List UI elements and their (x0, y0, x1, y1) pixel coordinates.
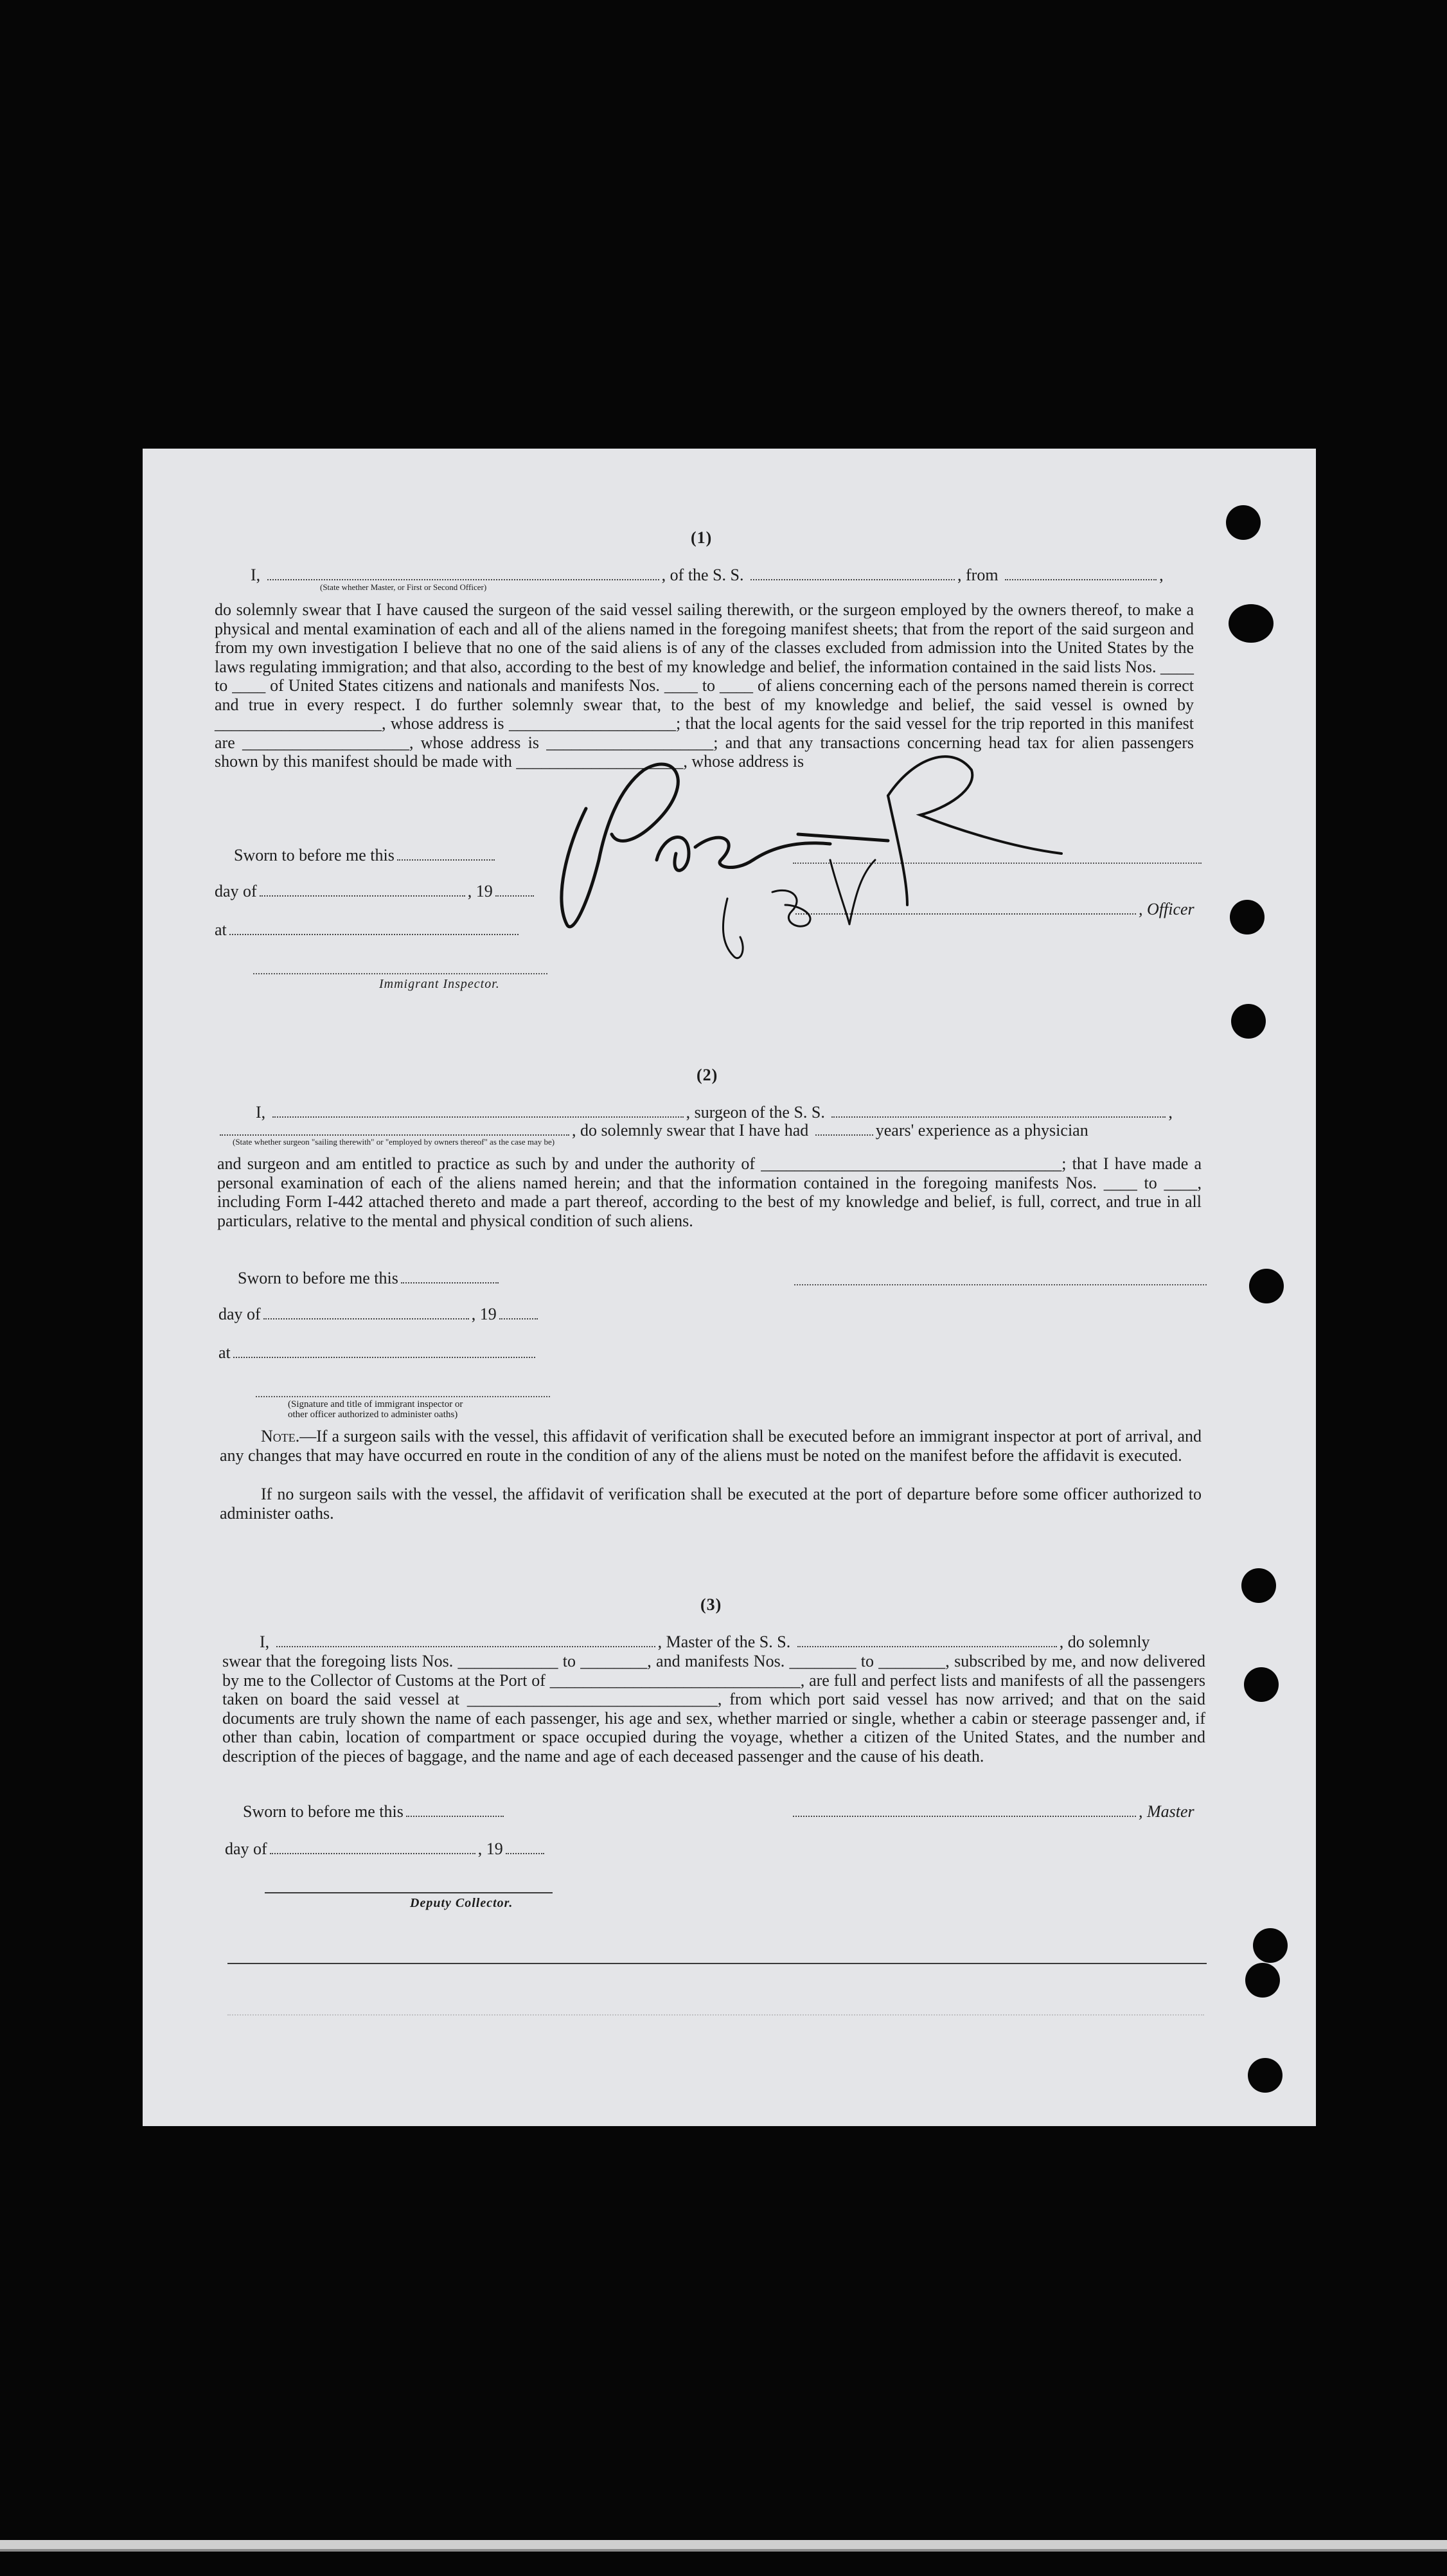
section-1-day-of-text: day of (215, 882, 257, 900)
section-2-surgeon-of: , surgeon of the S. S. (686, 1103, 825, 1122)
section-3-master-of: , Master of the S. S. (657, 1632, 791, 1651)
section-1-sworn (234, 846, 497, 865)
note-label: Note. (261, 1427, 300, 1445)
section-1-number: (1) (691, 528, 713, 547)
section-2-sworn-text: Sworn to before me this (238, 1269, 398, 1287)
section-3-day-of (225, 1839, 547, 1859)
section-2-status-caption: (State whether surgeon "sailing therewith" or "employed by owners thereof" as the case may be) (233, 1137, 555, 1147)
section-1-at (215, 920, 521, 940)
signature-stroke (695, 837, 830, 867)
section-2-day-of (218, 1305, 540, 1324)
section-2-at-text: at (218, 1343, 231, 1362)
section-2-inspector-rule (256, 1396, 550, 1397)
master-label: , Master (1139, 1802, 1194, 1821)
section-1-body: do solemnly swear that I have caused the surgeon of the said vessel sailing therewith, or the surgeon employed by the owners thereof, to make a physical and mental examination of each and all of the aliens named in the foregoing manifest sheets; that from the report of the said surgeon and from my own investigation I believe that no one of the said aliens is of any of the classes excluded from admission into the United States by the laws regulating immigration; and that also, according to the best of my knowledge and belief, the information contained in the said lists Nos. ____ to ____ of United States citizens and nationals and manifests Nos. ____ to ____ of aliens concerning each of the persons named therein is correct and true in every respect. I do further solemnly swear that, to the best of my knowledge and belief, the said vessel is owned by ____________________, whose address is ____________________; that the local agents for the said vessel for the trip reported in this manifest are ____________________, whose address is ____________________; and that any transactions concerning head tax for alien passengers shown by this manifest should be made with ____________________, whose address is (215, 600, 1194, 771)
section-2-sworn (238, 1269, 501, 1288)
section-2-sig-caption-1: (Signature and title of immigrant inspector or (288, 1399, 463, 1409)
day-blank (260, 895, 465, 897)
section-1-role-caption: (State whether Master, or First or Second Officer) (320, 582, 487, 592)
section-3-day-blank (270, 1852, 475, 1854)
vessel-blank (750, 578, 955, 580)
signature-stroke (830, 860, 849, 924)
signature-stroke (657, 837, 689, 871)
bottom-rule (227, 1963, 1207, 1964)
section-3-year-text: , 19 (477, 1839, 503, 1858)
section-3-sworn-text: Sworn to before me this (243, 1802, 404, 1821)
years-blank (815, 1134, 873, 1136)
signature-stroke (888, 796, 907, 905)
collector-rule (265, 1892, 553, 1893)
punch-hole (1244, 1667, 1279, 1702)
section-2-number: (2) (697, 1066, 718, 1084)
section-2-vessel-blank (831, 1116, 1166, 1118)
immigrant-inspector-label: Immigrant Inspector. (379, 977, 500, 991)
section-3-do-solemnly: , do solemnly (1059, 1632, 1150, 1651)
punch-hole (1248, 2058, 1283, 2093)
film-edge-line (0, 2549, 1447, 2552)
section-2-year-text: , 19 (471, 1305, 497, 1323)
signature-stroke (888, 756, 1061, 854)
section-1-i: I, (251, 566, 261, 584)
section-3-i: I, (260, 1632, 270, 1651)
sworn-date-blank (397, 859, 495, 861)
section-2-years: years' experience as a physician (875, 1121, 1088, 1140)
section-1-from: , from (957, 566, 999, 584)
punch-hole (1253, 1928, 1288, 1963)
master-name-blank (276, 1645, 655, 1647)
section-2-sig-caption-2: other officer authorized to administer oaths) (288, 1409, 458, 1420)
section-3-sworn-blank (406, 1815, 504, 1817)
name-blank (267, 578, 659, 580)
section-3-master-line (790, 1802, 1194, 1821)
film-edge-strip (0, 2540, 1447, 2549)
punch-hole (1245, 1963, 1280, 1998)
section-3-body: swear that the foregoing lists Nos. ____________ to ________, and manifests Nos. ________ to ________, subscribed by me, and now delivered by me to the Collector of Customs at the Port of ______________________________, are full and perfect lists and manifests of all the passengers taken on board the said vessel at ______________________________, from which port said vessel has now arrived; and that on the said documents are truly shown the name of each passenger, his age and sex, whether married or single, whether a cabin or steerage passenger and, if other than cabin, location of compartment or space occupied during the voyage, whether a citizen of the United States, and the number and description of the pieces of baggage, and the name and age of each deceased passenger and the cause of his death. (222, 1652, 1205, 1766)
punch-hole (1226, 505, 1261, 540)
punch-hole (1229, 604, 1274, 643)
punch-hole (1230, 900, 1265, 935)
signature-stroke (798, 834, 888, 841)
section-2-signature-rule (794, 1284, 1207, 1285)
section-3-vessel-blank (797, 1645, 1057, 1647)
section-2-body: and surgeon and am entitled to practice as such by and under the authority of ____________________________________; that I have made a personal examination of each of the aliens named herein; and that the information contained in the foregoing manifests Nos. ____ to ____, including Form I-442 attached thereto and made a part thereof, according to the best of my knowledge and belief, is full, correct, and true in all particulars, relative to the mental and physical condition of such aliens. (217, 1154, 1202, 1230)
section-1-at-text: at (215, 920, 227, 939)
signature-stroke (562, 764, 678, 927)
note-text-1: —If a surgeon sails with the vessel, this affidavit of verification shall be executed before an immigrant inspector at port of arrival, and any changes that may have occurred en route in the condition of any of the aliens must be noted on the manifest before the affidavit is executed. (220, 1427, 1202, 1465)
section-2-note-2: If no surgeon sails with the vessel, the affidavit of verification shall be executed at the port of departure before some officer authorized to administer oaths. (220, 1485, 1202, 1523)
surgeon-name-blank (272, 1116, 684, 1118)
signature-stroke (849, 860, 875, 924)
section-1-first-line: I, , of the S. S. , from , (251, 566, 1164, 584)
section-1-day-of (215, 882, 537, 901)
section-3-day-of-text: day of (225, 1839, 267, 1858)
section-2-at-blank (233, 1356, 535, 1358)
section-2-at (218, 1343, 538, 1363)
section-2-day-blank (263, 1318, 469, 1319)
punch-hole (1249, 1269, 1284, 1303)
section-1-inspector-rule (253, 973, 547, 974)
section-2-solemnly: , do solemnly swear that I have had (572, 1121, 809, 1140)
officer-label: , Officer (1139, 900, 1194, 918)
section-1-year-text: , 19 (467, 882, 493, 900)
port-blank (1005, 578, 1157, 580)
section-2-sworn-blank (401, 1282, 499, 1284)
signature-stroke (772, 890, 810, 926)
surgeon-status-blank (220, 1134, 569, 1136)
at-blank (229, 933, 519, 935)
punch-hole (1231, 1004, 1266, 1039)
section-3-first-line (260, 1632, 1205, 1652)
punch-hole (1241, 1568, 1276, 1603)
document-page (143, 449, 1316, 2126)
section-2-year-blank (499, 1318, 538, 1319)
section-3-sworn (243, 1802, 506, 1821)
section-2-i: I, (256, 1103, 266, 1122)
signature-stroke (723, 899, 743, 958)
handwritten-signature (528, 731, 1106, 963)
section-3-year-blank (506, 1852, 544, 1854)
master-sig-blank (793, 1815, 1136, 1817)
deputy-collector-label: Deputy Collector. (410, 1896, 513, 1910)
section-2-note (220, 1427, 1202, 1465)
section-1-of-ss: , of the S. S. (661, 566, 744, 584)
section-1-sworn-text: Sworn to before me this (234, 846, 395, 864)
faint-bottom-rule (227, 2014, 1204, 2016)
section-2-first-line: I, , surgeon of the S. S. , (256, 1103, 1173, 1122)
section-3-number: (3) (700, 1595, 722, 1614)
section-2-day-of-text: day of (218, 1305, 261, 1323)
